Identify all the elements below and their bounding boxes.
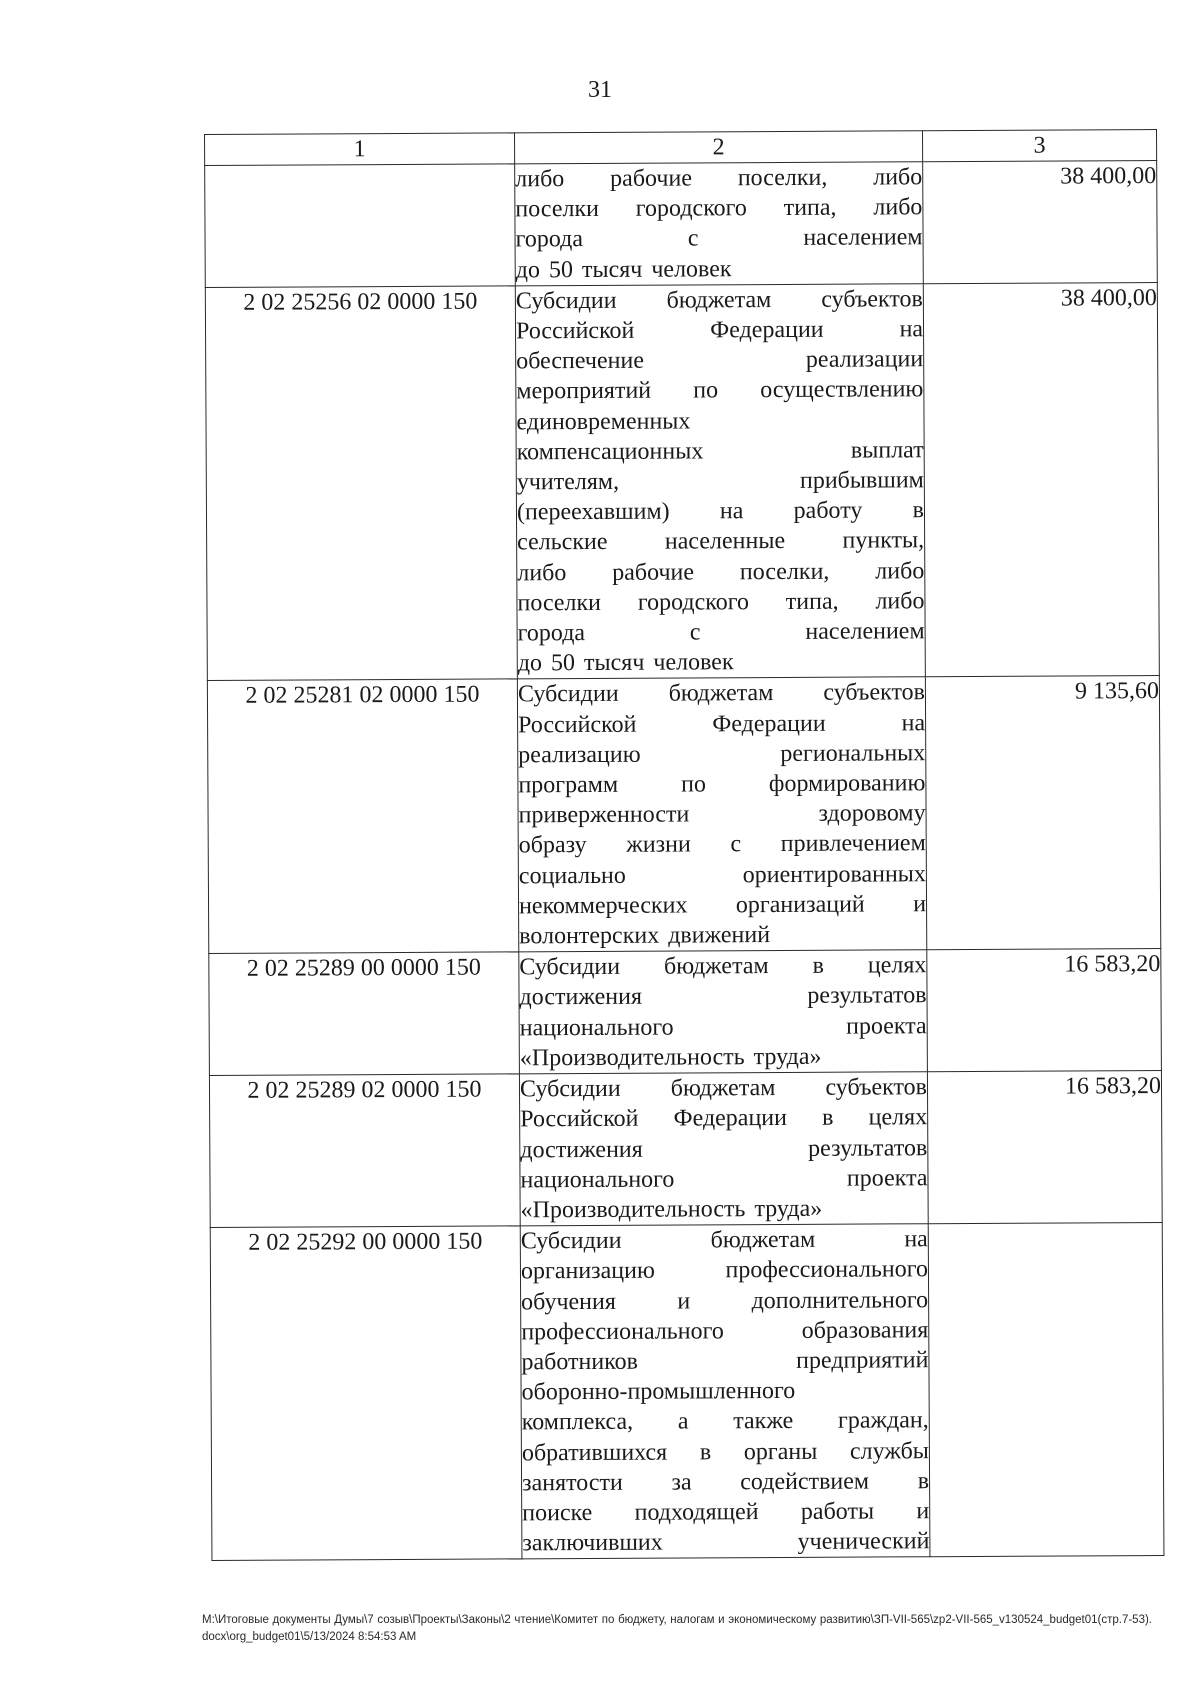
description-line: социально ориентированных [518,860,926,890]
table-row [209,949,1162,1076]
description-line: достижения результатов [519,982,927,1011]
description-line: профессионального образования [521,1316,929,1346]
description-cell [517,677,926,952]
description-line: работников предприятий [521,1347,929,1376]
budget-code-cell: 2 02 25292 00 0000 150 [210,1226,522,1561]
description-line: некоммерческих организаций и [518,891,927,920]
description-line: (переехавшим) на работу в [516,497,925,526]
description-line: обеспечение реализации [516,346,924,375]
description-line: единовременных [516,408,691,435]
amount-cell: 16 583,20 [927,1071,1162,1224]
description-line: обучения и дополнительного [521,1286,929,1315]
column-header-1: 1 [205,133,515,166]
description-line: занятости за содействием в [522,1467,930,1497]
budget-code-cell [205,164,516,287]
description-line: до 50 тысяч человек [515,255,732,283]
amount-cell: 38 400,00 [923,282,1159,677]
description-line: приверженности здоровому [518,800,926,829]
description-line: обратившихся в органы службы [521,1437,929,1466]
description-line: Субсидии бюджетам субъектов [517,679,925,708]
description-line: национального проекта [519,1012,927,1042]
description-line: Российской Федерации на [518,709,926,739]
description-line: Субсидии бюджетам субъектов [515,286,923,315]
table-header-row [205,130,1157,166]
budget-code-cell: 2 02 25281 02 0000 150 [207,679,518,953]
budget-code-cell: 2 02 25289 02 0000 150 [209,1074,520,1228]
page-number: 31 [588,77,612,103]
description-line: заключивших ученический [522,1528,930,1557]
description-line: сельские населенные пункты, [517,527,925,556]
description-line: образу жизни с привлечением [518,830,926,859]
description-line: организацию профессионального [520,1256,929,1285]
budget-code-cell: 2 02 25289 00 0000 150 [209,952,520,1075]
description-line: учителям, прибывшим [516,467,924,496]
description-line: поиске подходящей работы и [522,1498,930,1527]
description-cell [520,1224,930,1559]
description-line: города с населением [517,618,925,647]
description-cell [515,284,925,680]
description-line: мероприятий по осуществлению [516,376,924,405]
description-line: либо рабочие поселки, либо [515,164,923,193]
budget-table-container [204,129,1163,1561]
description-line: Российской Федерации на [515,316,924,345]
description-line: комплекса, а также граждан, [521,1407,929,1436]
file-path-footer: M:\Итоговые документы Думы\7 созыв\Проекты\Законы\2 чтение\Комитет по бюджету, налогам и экономическому развитию\ЗП-VII-565\zp2-VII-565_v130524_budget01(стр.7-53).docx\org_budget01\5/13/2024 8:54:53 AM [202,1614,1152,1643]
column-header-3: 3 [922,130,1156,162]
table-row [207,676,1160,954]
amount-cell [928,1223,1164,1557]
description-line: национального проекта [520,1164,928,1194]
description-line: оборонно-промышленного [521,1378,796,1406]
description-line: компенсационных выплат [516,437,924,466]
description-line: до 50 тысяч человек [517,649,734,677]
description-line: Субсидии бюджетам в целях [519,952,927,981]
description-line: либо рабочие поселки, либо [517,557,925,587]
budget-code-cell: 2 02 25256 02 0000 150 [205,286,517,681]
description-line: поселки городского типа, либо [517,588,925,617]
description-line: поселки городского типа, либо [515,194,923,223]
description-line: «Производительность труда» [519,1043,822,1072]
description-cell [519,1072,928,1226]
description-line: Российской Федерации в целях [520,1104,928,1133]
description-line: города с населением [515,224,923,253]
description-cell [515,162,924,286]
description-line: программ по формированию [518,770,926,799]
column-header-2: 2 [514,131,922,164]
description-cell [519,950,928,1074]
budget-table [204,129,1164,1561]
table-row [209,1071,1162,1228]
amount-cell: 38 400,00 [923,161,1158,284]
description-line: Субсидии бюджетам субъектов [519,1074,928,1103]
description-line: реализацию региональных [518,740,926,769]
description-line: Субсидии бюджетам на [520,1226,928,1255]
description-line: достижения результатов [520,1134,928,1163]
table-row [210,1223,1164,1561]
table-row [205,282,1159,681]
amount-cell: 16 583,20 [927,949,1162,1072]
amount-cell: 9 135,60 [925,676,1160,950]
table-row [205,161,1158,288]
description-line: волонтерских движений [519,922,771,950]
description-line: «Производительность труда» [520,1195,823,1224]
